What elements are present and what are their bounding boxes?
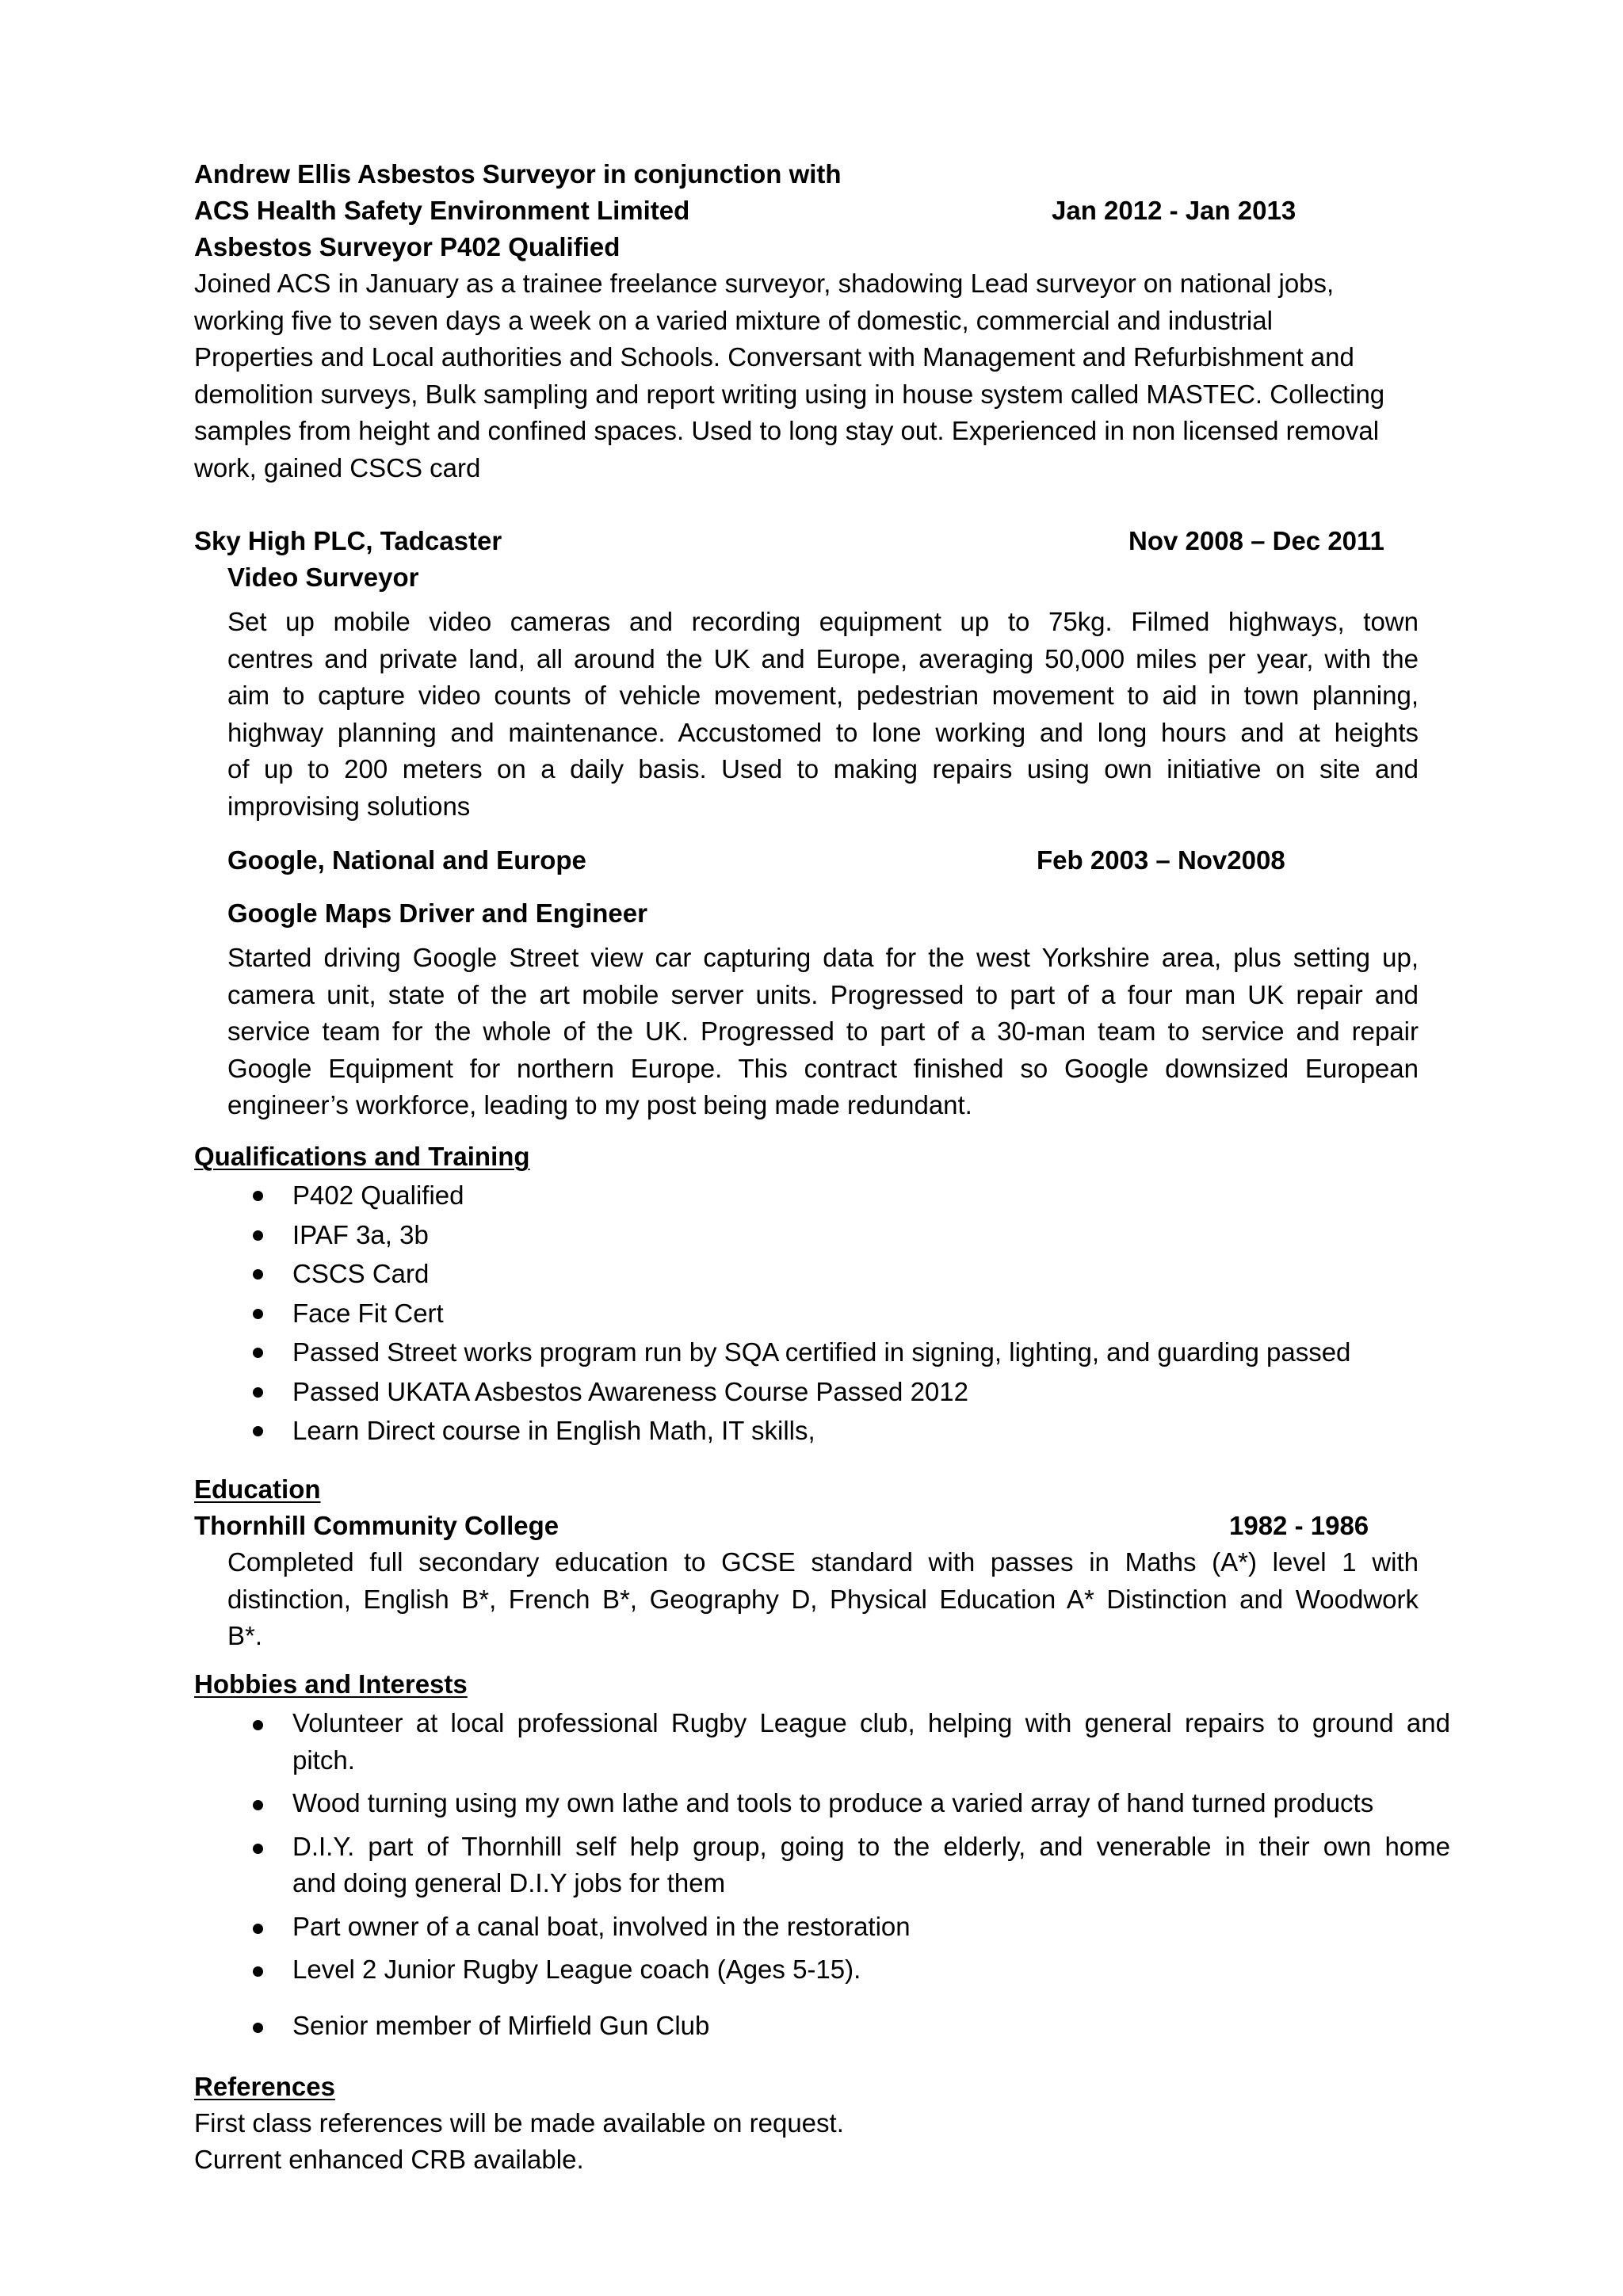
acs-desc-line: demolition surveys, Bulk sampling and report writing using in house system called MASTEC. Collecting <box>194 379 1385 409</box>
list-item <box>194 1254 1350 1294</box>
bullet-icon <box>253 1309 263 1319</box>
list-item <box>194 1294 1350 1333</box>
bullet-icon <box>253 1800 263 1810</box>
list-item-text: P402 Qualified <box>292 1180 464 1210</box>
acs-desc-line: Properties and Local authorities and Schools. Conversant with Management and Refurbishment and <box>194 342 1354 372</box>
bullet-icon <box>253 1191 263 1201</box>
bullet-icon <box>253 1924 263 1934</box>
list-item <box>194 1176 1350 1215</box>
skyhigh-desc-line: improvising solutions <box>227 791 471 821</box>
list-item-text: Level 2 Junior Rugby League coach (Ages 5-15). <box>292 1955 861 1984</box>
list-item-text: Learn Direct course in English Math, IT skills, <box>292 1416 815 1445</box>
list-item <box>194 1785 1450 1822</box>
education-school: Thornhill Community College <box>194 1511 559 1540</box>
list-item-text: Passed Street works program run by SQA certified in signing, lighting, and guarding passed <box>292 1337 1351 1367</box>
google-role: Google Maps Driver and Engineer <box>227 898 647 928</box>
list-item-text: Face Fit Cert <box>292 1298 444 1328</box>
google-desc-line: Started driving Google Street view car capturing data for the west Yorkshire area, plus setting up, <box>227 943 1419 972</box>
bullet-icon <box>253 1348 263 1358</box>
list-item-text: Senior member of Mirfield Gun Club <box>292 2010 710 2040</box>
list-item <box>194 1411 1350 1451</box>
google-dates: Feb 2003 – Nov2008 <box>1037 845 1285 875</box>
skyhigh-desc-line: aim to capture video counts of vehicle movement, pedestrian movement to aid in town planning, <box>227 681 1419 710</box>
google-desc-line: camera unit, state of the art mobile server units. Progressed to part of a four man UK repair and <box>227 979 1419 1009</box>
references-heading: References <box>194 2072 335 2101</box>
bullet-icon <box>253 1720 263 1730</box>
list-item-text: and doing general D.I.Y jobs for them <box>292 1868 726 1897</box>
list-item <box>194 1215 1350 1255</box>
bullet-icon <box>253 1230 263 1241</box>
list-item <box>194 1951 1450 1989</box>
list-item-text: Volunteer at local professional Rugby League club, helping with general repairs to ground and <box>292 1708 1450 1737</box>
list-item-text: Wood turning using my own lathe and tools to produce a varied array of hand turned products <box>292 1788 1374 1817</box>
google-desc-line: service team for the whole of the UK. Progressed to part of a 30-man team to service and repair <box>227 1016 1419 1046</box>
acs-company: ACS Health Safety Environment Limited <box>194 196 690 225</box>
acs-role: Asbestos Surveyor P402 Qualified <box>194 232 621 261</box>
education-heading: Education <box>194 1474 321 1504</box>
bullet-icon <box>253 1844 263 1854</box>
education-dates: 1982 - 1986 <box>1229 1511 1369 1540</box>
list-item-text: D.I.Y. part of Thornhill self help group, going to the elderly, and venerable in their own home <box>292 1831 1450 1861</box>
acs-dates: Jan 2012 - Jan 2013 <box>1052 196 1296 225</box>
skyhigh-company: Sky High PLC, Tadcaster <box>194 526 502 555</box>
list-item <box>194 1372 1350 1412</box>
skyhigh-description <box>227 604 1419 825</box>
acs-desc-line: Joined ACS in January as a trainee freelance surveyor, shadowing Lead surveyor on national jobs, <box>194 269 1335 298</box>
bullet-icon <box>253 1966 263 1977</box>
bullet-icon <box>253 2023 263 2033</box>
references-line: First class references will be made available on request. <box>194 2108 844 2138</box>
education-desc-line: B*. <box>227 1621 263 1650</box>
skyhigh-role: Video Surveyor <box>227 563 419 592</box>
google-description <box>227 940 1419 1124</box>
list-item-text: Passed UKATA Asbestos Awareness Course Passed 2012 <box>292 1376 968 1406</box>
list-item-text: IPAF 3a, 3b <box>292 1219 429 1249</box>
skyhigh-desc-line: centres and private land, all around the UK and Europe, averaging 50,000 miles per year, with the <box>227 643 1419 673</box>
skyhigh-desc-line: Set up mobile video cameras and recording equipment up to 75kg. Filmed highways, town <box>227 607 1419 636</box>
acs-description <box>194 265 1446 486</box>
qualifications-list <box>194 1176 1350 1451</box>
list-item-text: Part owner of a canal boat, involved in the restoration <box>292 1911 911 1941</box>
google-desc-line: engineer’s workforce, leading to my post being made redundant. <box>227 1090 972 1119</box>
education-description <box>227 1544 1419 1655</box>
acs-desc-line: samples from height and confined spaces. Used to long stay out. Experienced in non licensed removal <box>194 416 1380 445</box>
list-item-text: pitch. <box>292 1745 355 1775</box>
skyhigh-desc-line: highway planning and maintenance. Accustomed to lone working and long hours and at heights <box>227 717 1419 747</box>
list-item <box>194 1829 1450 1902</box>
list-item <box>194 2008 1450 2045</box>
google-company: Google, National and Europe <box>227 845 586 875</box>
list-item <box>194 1333 1350 1372</box>
google-desc-line: Google Equipment for northern Europe. This contract finished so Google downsized European <box>227 1053 1419 1083</box>
education-desc-line: Completed full secondary education to GCSE standard with passes in Maths (A*) level 1 with <box>227 1547 1419 1577</box>
hobbies-heading: Hobbies and Interests <box>194 1669 468 1699</box>
list-item <box>194 1909 1450 1946</box>
skyhigh-desc-line: of up to 200 meters on a daily basis. Used to making repairs using own initiative on site and <box>227 754 1419 784</box>
list-item <box>194 1705 1450 1779</box>
references-line: Current enhanced CRB available. <box>194 2145 584 2174</box>
qualifications-heading: Qualifications and Training <box>194 1142 530 1171</box>
bullet-icon <box>253 1426 263 1436</box>
acs-desc-line: work, gained CSCS card <box>194 452 481 482</box>
education-desc-line: distinction, English B*, French B*, Geography D, Physical Education A* Distinction and Woodwork <box>227 1584 1419 1614</box>
bullet-icon <box>253 1387 263 1398</box>
acs-title-line: Andrew Ellis Asbestos Surveyor in conjunction with <box>194 159 842 189</box>
skyhigh-dates: Nov 2008 – Dec 2011 <box>1128 526 1384 555</box>
acs-desc-line: working five to seven days a week on a varied mixture of domestic, commercial and industrial <box>194 305 1273 335</box>
list-item-text: CSCS Card <box>292 1259 430 1288</box>
bullet-icon <box>253 1269 263 1280</box>
hobbies-list <box>194 1705 1450 2044</box>
